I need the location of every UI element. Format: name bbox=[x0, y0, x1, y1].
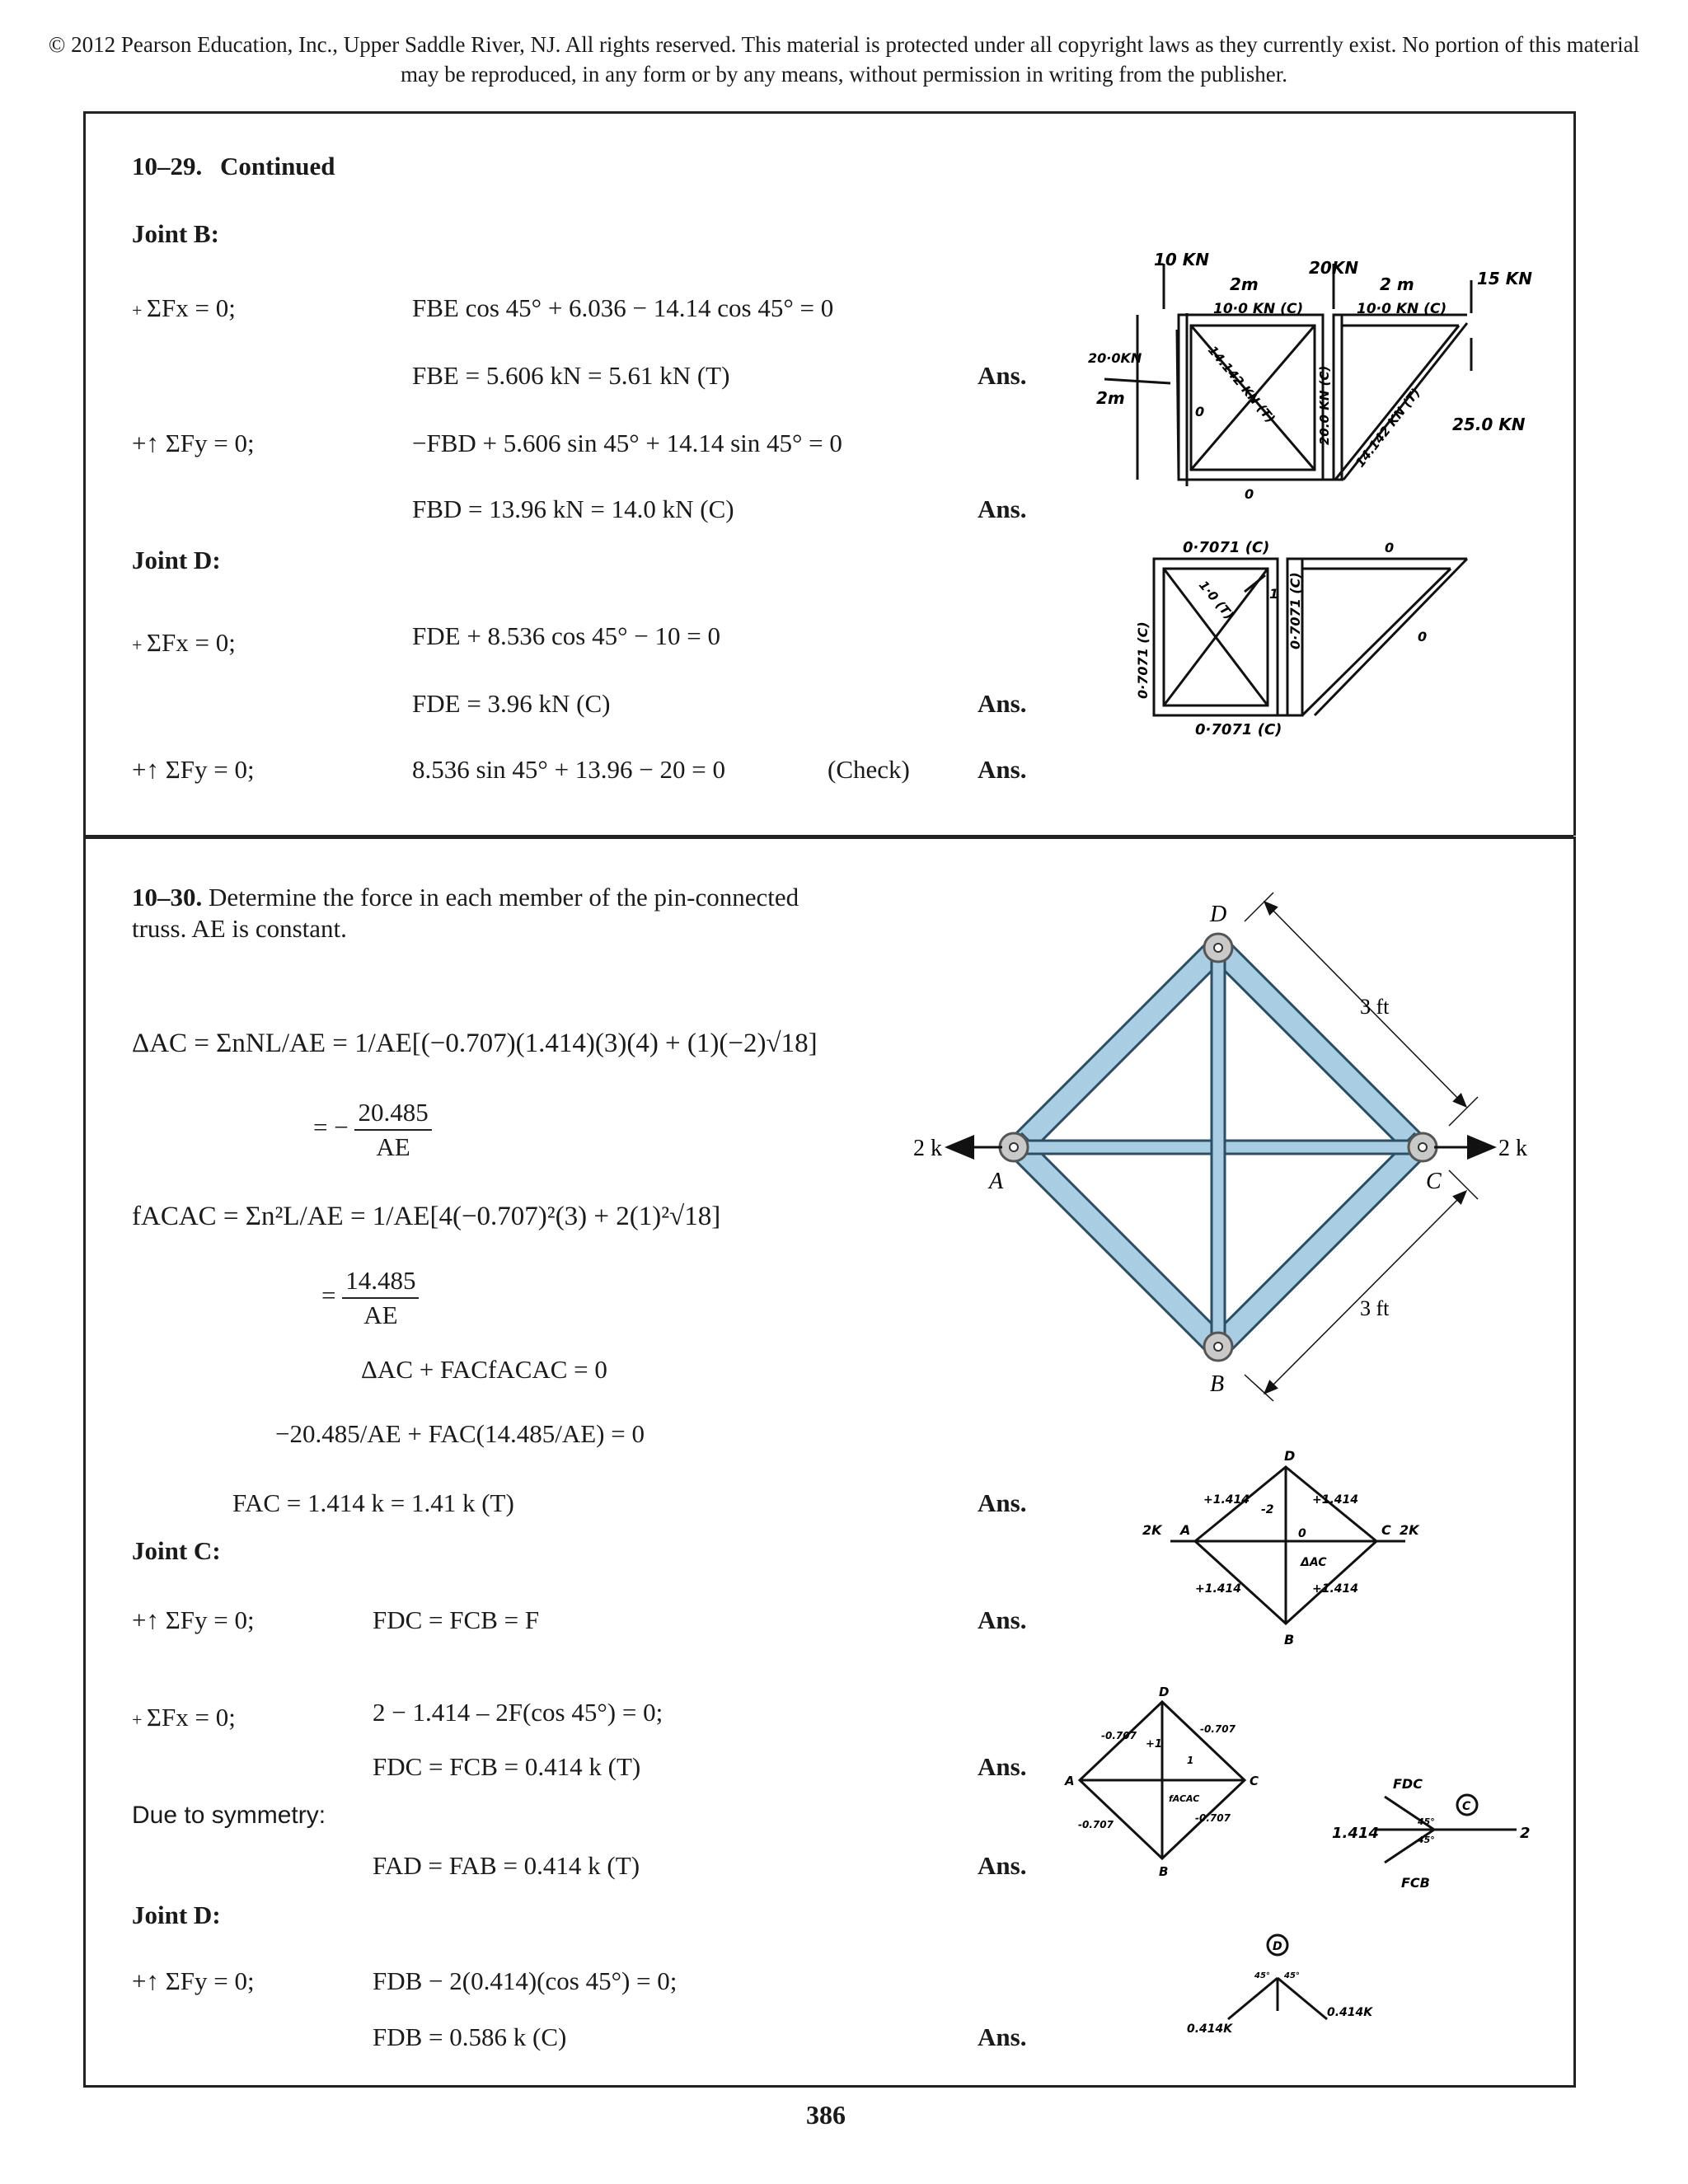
node-label-d: D bbox=[1210, 902, 1227, 927]
sketch-label: 2K bbox=[1400, 1522, 1419, 1538]
dimension-top: 3 ft bbox=[1360, 995, 1390, 1019]
sketch-label: D bbox=[1159, 1685, 1170, 1699]
member-ad bbox=[1006, 940, 1226, 1160]
sketch-10-30-virtual bbox=[1063, 1681, 1278, 1879]
joint-d-eq-2: 8.536 sin 45° + 13.96 − 20 = 0 bbox=[412, 755, 726, 784]
joint-d-sum-fx: + ΣFx = 0; bbox=[132, 628, 236, 657]
problem-text: Determine the force in each member of the pin-connected truss. AE is constant. bbox=[132, 883, 799, 943]
sketch-label: 2 m bbox=[1380, 274, 1414, 294]
sketch-label: ΔAC bbox=[1301, 1556, 1327, 1569]
sketch-label: -0.707 bbox=[1078, 1819, 1114, 1830]
sketch-label: B bbox=[1159, 1864, 1169, 1879]
sketch-label: 10·0 KN (C) bbox=[1357, 301, 1447, 317]
sketch-label: D bbox=[1273, 1940, 1282, 1953]
compatibility-equation: ΔAC + FACfACAC = 0 bbox=[361, 1355, 607, 1384]
sketch-label: +1.414 bbox=[1312, 1493, 1359, 1507]
sketch-label: 25.0 KN bbox=[1452, 415, 1526, 434]
sketch-label: 2 bbox=[1520, 1825, 1531, 1842]
problem-10-29-title bbox=[132, 152, 335, 181]
sketch-label: 2m bbox=[1230, 274, 1259, 294]
sketch-label: C bbox=[1381, 1522, 1391, 1538]
check-label: (Check) bbox=[828, 755, 910, 784]
sketch-label: 20·0KN bbox=[1088, 350, 1142, 366]
ans-label: Ans. bbox=[978, 1752, 1027, 1781]
sketch-label: 14.142 KN (T) bbox=[1204, 343, 1278, 426]
member-db bbox=[1212, 948, 1225, 1347]
sketch-label: B bbox=[1284, 1632, 1295, 1647]
sketch-label: A bbox=[1065, 1774, 1075, 1788]
sketch-label: 2K bbox=[1142, 1522, 1162, 1538]
sketch-joint-c-fbd bbox=[1327, 1764, 1541, 1896]
joint-d-eq-1: FDE + 8.536 cos 45° − 10 = 0 bbox=[412, 621, 720, 650]
sketch-label: 15 KN bbox=[1477, 269, 1533, 288]
sketch-10-29-truss-forces bbox=[1071, 247, 1533, 503]
ans-label: Ans. bbox=[978, 494, 1027, 523]
sketch-label: 20KN bbox=[1309, 258, 1359, 278]
sketch-label: -0.707 bbox=[1195, 1812, 1231, 1824]
sketch-label: fACAC bbox=[1169, 1793, 1200, 1804]
fraction: $\frac{14.485}{AE}$ bbox=[342, 1264, 419, 1332]
sketch-label: 45° bbox=[1418, 1835, 1435, 1845]
joint-b-eq-1: FBE cos 45° + 6.036 − 14.14 cos 45° = 0 bbox=[412, 293, 834, 322]
ans-label: Ans. bbox=[978, 361, 1027, 390]
joint-b-label: Joint B: bbox=[132, 219, 219, 248]
sketch-label: 0·7071 (C) bbox=[1183, 539, 1270, 556]
ans-label: Ans. bbox=[978, 2022, 1027, 2051]
sketch-label: +1.414 bbox=[1203, 1493, 1250, 1507]
sketch-label: D bbox=[1284, 1448, 1296, 1464]
sketch-label: -2 bbox=[1261, 1503, 1274, 1516]
joint-c-eq-2: 2 − 1.414 – 2F(cos 45°) = 0; bbox=[373, 1698, 663, 1727]
truss-figure bbox=[898, 890, 1558, 1401]
sketch-label: 0 bbox=[1385, 540, 1395, 555]
sketch-label: C bbox=[1250, 1774, 1259, 1788]
joint-d-sum-fy-2: +↑ ΣFy = 0; bbox=[132, 1966, 255, 1995]
joint-b-sum-fx: + ΣFx = 0; bbox=[132, 293, 236, 322]
problem-number: 10–30. bbox=[132, 883, 203, 912]
member-cb bbox=[1210, 1134, 1431, 1355]
sketch-label: 0·7071 (C) bbox=[1135, 621, 1151, 699]
joint-c-eq-1: FDC = FCB = F bbox=[373, 1605, 540, 1634]
problem-10-30-statement bbox=[132, 882, 841, 944]
sketch-label: 14.142 KN (T) bbox=[1352, 385, 1423, 471]
joint-d-label-2: Joint D: bbox=[132, 1900, 221, 1929]
sketch-label: A bbox=[1180, 1522, 1191, 1538]
sketch-label: 45° bbox=[1284, 1971, 1300, 1980]
joint-d-eq-2b: FDB − 2(0.414)(cos 45°) = 0; bbox=[373, 1966, 678, 1995]
joint-d-result-1: FDE = 3.96 kN (C) bbox=[412, 689, 611, 718]
joint-b-sum-fy: +↑ ΣFy = 0; bbox=[132, 429, 255, 457]
ans-label: Ans. bbox=[978, 1488, 1027, 1517]
sketch-label: 0·7071 (C) bbox=[1195, 721, 1282, 738]
ans-label: Ans. bbox=[978, 1605, 1027, 1634]
delta-ac-equation: ΔAC = ΣnNL/AE = 1/AE[(−0.707)(1.414)(3)(4) + (1)(−2)√18] bbox=[132, 1029, 818, 1058]
joint-b-result-1: FBE = 5.606 kN = 5.61 kN (T) bbox=[412, 361, 730, 390]
sketch-label: 10 KN bbox=[1154, 250, 1210, 269]
f-acac-value: = $\frac{14.485}{AE}$ bbox=[321, 1264, 419, 1332]
fac-result: FAC = 1.414 k = 1.41 k (T) bbox=[232, 1488, 514, 1517]
sketch-label: 0 bbox=[1195, 404, 1205, 419]
sketch-label: 0·7071 (C) bbox=[1287, 572, 1303, 649]
sketch-label: 0.414K bbox=[1187, 2022, 1233, 2036]
sketch-label: 1.414 bbox=[1332, 1825, 1379, 1842]
continued-label: Continued bbox=[220, 152, 335, 180]
fraction: $\frac{20.485}{AE}$ bbox=[354, 1096, 431, 1164]
node-label-a: A bbox=[989, 1169, 1004, 1194]
joint-b-result-2: FBD = 13.96 kN = 14.0 kN (C) bbox=[412, 494, 734, 523]
sketch-label: +1.414 bbox=[1195, 1582, 1242, 1596]
sketch-label: 45° bbox=[1418, 1816, 1435, 1827]
sketch-label: -0.707 bbox=[1101, 1730, 1137, 1741]
sketch-label: 45° bbox=[1254, 1971, 1270, 1980]
member-dc bbox=[1210, 940, 1431, 1160]
problem-number: 10–29. bbox=[132, 152, 203, 180]
sketch-joint-d-fbd bbox=[1179, 1929, 1393, 2036]
sketch-label: 1·0 (T) bbox=[1195, 578, 1237, 623]
sketch-label: 1 bbox=[1269, 586, 1279, 602]
sketch-label: -0.707 bbox=[1200, 1723, 1236, 1735]
joint-d-label: Joint D: bbox=[132, 546, 221, 574]
joint-d-result-2: FDB = 0.586 k (C) bbox=[373, 2022, 567, 2051]
sketch-label: FCB bbox=[1401, 1875, 1430, 1891]
joint-c-result: FDC = FCB = 0.414 k (T) bbox=[373, 1752, 641, 1781]
sketch-label: FDC bbox=[1393, 1776, 1423, 1792]
joint-c-sum-fy: +↑ ΣFy = 0; bbox=[132, 1605, 255, 1634]
joint-c-label: Joint C: bbox=[132, 1536, 221, 1565]
sketch-label: 0.414K bbox=[1327, 2006, 1373, 2019]
sketch-label: +1.414 bbox=[1312, 1582, 1359, 1596]
f-acac-equation: fACAC = Σn²L/AE = 1/AE[4(−0.707)²(3) + 2(1)²√18] bbox=[132, 1202, 721, 1231]
sketch-label: 20.0 KN (C) bbox=[1317, 365, 1332, 445]
sketch-label: +1 bbox=[1146, 1738, 1162, 1750]
sketch-label: 0 bbox=[1245, 486, 1254, 502]
sketch-10-29-virtual-forces bbox=[1137, 534, 1500, 748]
sketch-label: 10·0 KN (C) bbox=[1213, 301, 1304, 317]
dimension-bottom: 3 ft bbox=[1360, 1296, 1390, 1320]
sketch-label: 1 bbox=[1187, 1755, 1194, 1766]
sketch-10-30-forces bbox=[1137, 1442, 1434, 1648]
joint-d-sum-fy: +↑ ΣFy = 0; bbox=[132, 755, 255, 784]
symmetry-note: Due to symmetry: bbox=[132, 1802, 326, 1829]
ans-label: Ans. bbox=[978, 689, 1027, 718]
delta-ac-value: = − $\frac{20.485}{AE}$ bbox=[313, 1096, 432, 1164]
member-ab bbox=[1006, 1134, 1226, 1355]
page-number: 386 bbox=[806, 2100, 846, 2130]
joint-b-eq-2: −FBD + 5.606 sin 45° + 14.14 sin 45° = 0 bbox=[412, 429, 842, 457]
sketch-label: C bbox=[1462, 1800, 1471, 1813]
load-label-left: 2 k bbox=[913, 1136, 942, 1161]
compatibility-substituted: −20.485/AE + FAC(14.485/AE) = 0 bbox=[275, 1419, 645, 1448]
symmetry-result: FAD = FAB = 0.414 k (T) bbox=[373, 1851, 640, 1880]
node-label-b: B bbox=[1210, 1371, 1225, 1397]
sketch-label: 2m bbox=[1096, 388, 1125, 408]
ans-label: Ans. bbox=[978, 755, 1027, 784]
joint-c-sum-fx: + ΣFx = 0; bbox=[132, 1703, 236, 1732]
node-label-c: C bbox=[1426, 1169, 1442, 1194]
sketch-label: 0 bbox=[1418, 629, 1428, 644]
ans-label: Ans. bbox=[978, 1851, 1027, 1880]
copyright-notice: © 2012 Pearson Education, Inc., Upper Saddle River, NJ. All rights reserved. This material is protected under all copyright laws as they currently exist. No portion of this material may be reproduced, in any form or by any means, without permission in writing from the publisher. bbox=[48, 32, 1640, 87]
sketch-label: 0 bbox=[1298, 1527, 1306, 1540]
load-label-right: 2 k bbox=[1498, 1136, 1527, 1161]
